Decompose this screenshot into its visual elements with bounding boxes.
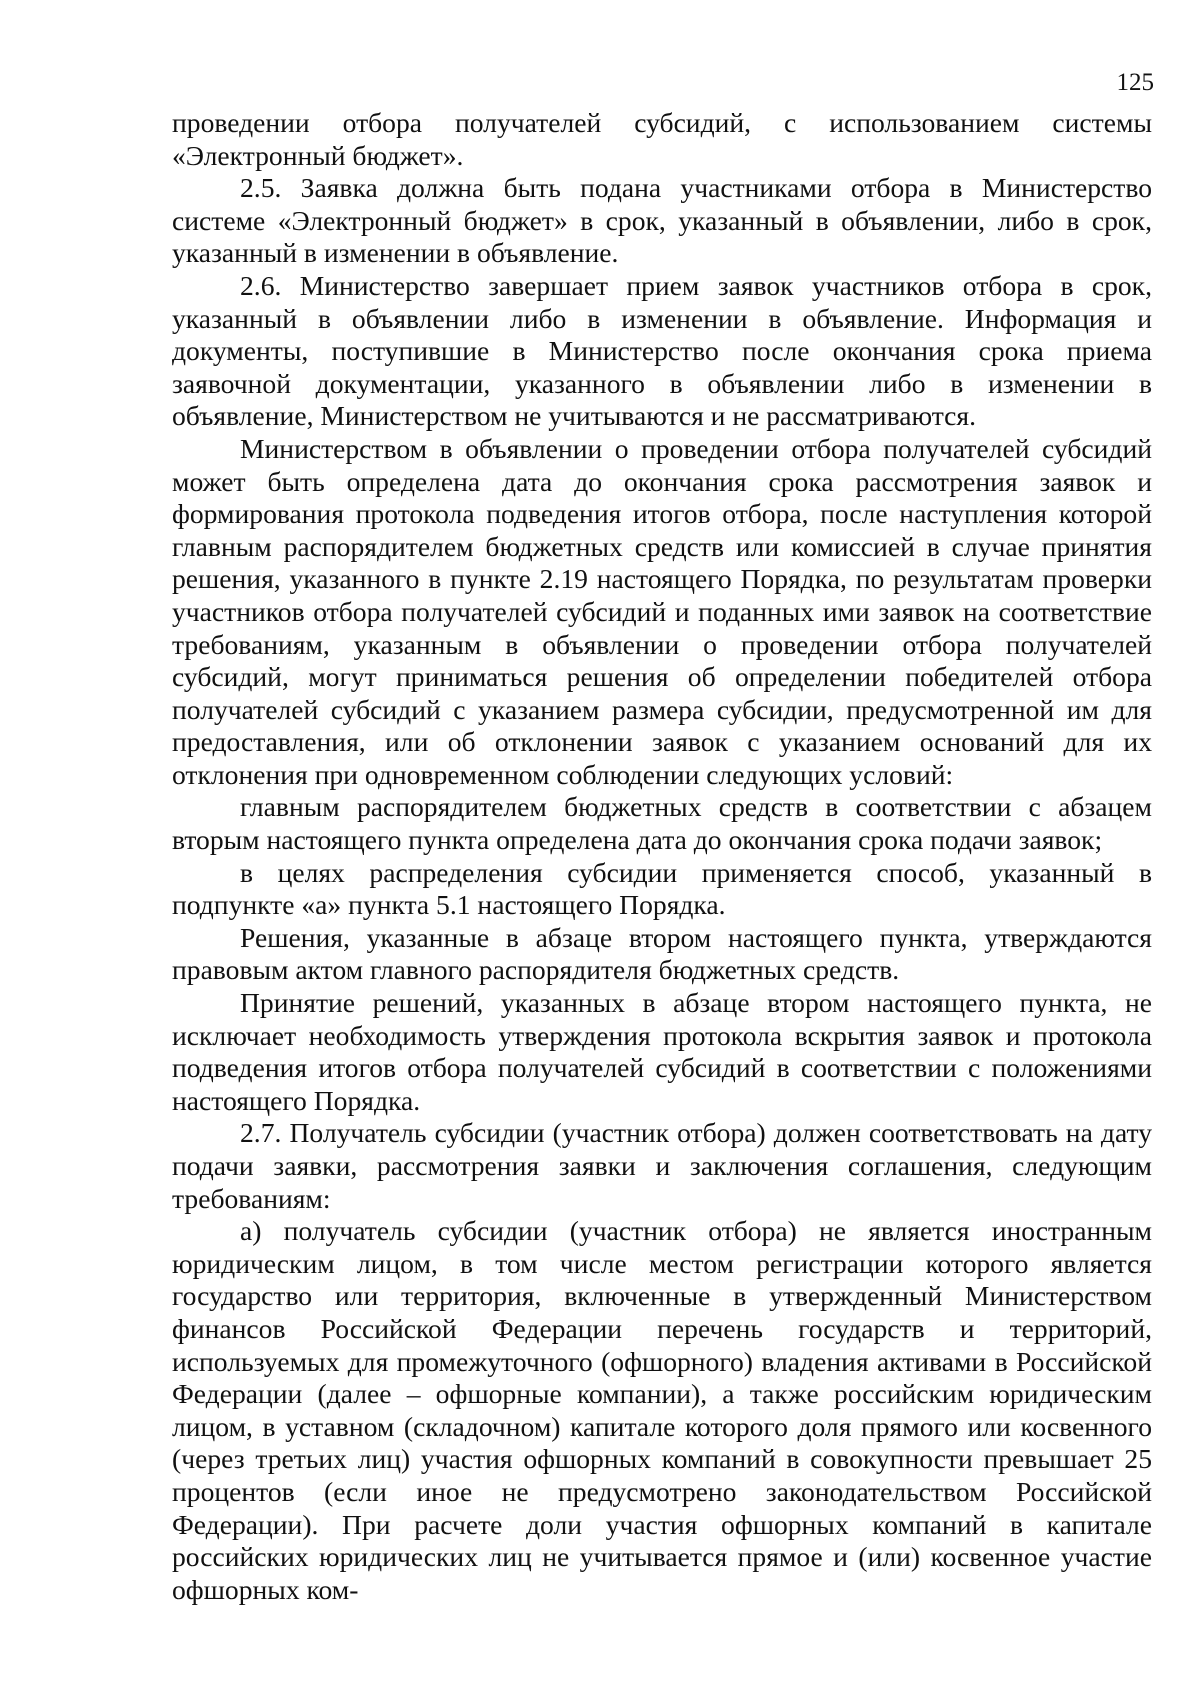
paragraph-continuation: проведении отбора получателей субсидий, с использованием системы «Электронный бюджет».	[172, 107, 1152, 171]
paragraph-2-7-a: а) получатель субсидии (участник отбора) не является иностранным юридическим лицом, в том числе местом регистрации которого является государство или территория, включенные в утвержденный Министерством финансов Российской Федерации перечень государств и территорий, используемых для промежуточного (офшорного) владения активами в Российской Федерации (далее – офшорные компании), а также российским юридическим лицом, в уставном (складочном) капитале которого доля прямого или косвенного (через третьих лиц) участия офшорных компаний в совокупности превышает 25 процентов (если иное не предусмотрено законодательством Российской Федерации). При расчете доли участия офшорных компаний в капитале российских юридических лиц не учитывается прямое и (или) косвенное участие офшорных ком-	[172, 1215, 1152, 1605]
paragraph-condition-2: в целях распределения субсидии применяется способ, указанный в подпункте «а» пункта 5.1 настоящего Порядка.	[172, 856, 1152, 921]
page-number: 125	[1116, 69, 1154, 96]
paragraph-2-5: 2.5. Заявка должна быть подана участниками отбора в Министерство системе «Электронный бюджет» в срок, указанный в объявлении, либо в срок, указанный в изменении в объявление.	[172, 172, 1152, 269]
document-body	[172, 107, 1152, 1606]
paragraph-decisions-approval: Решения, указанные в абзаце втором настоящего пункта, утверждаются правовым актом главного распорядителя бюджетных средств.	[172, 921, 1152, 986]
paragraph-decisions-protocol: Принятие решений, указанных в абзаце втором настоящего пункта, не исключает необходимость утверждения протокола вскрытия заявок и протокола подведения итогов отбора получателей субсидий в соответствии с положениями настоящего Порядка.	[172, 987, 1152, 1116]
paragraph-2-7: 2.7. Получатель субсидии (участник отбора) должен соответствовать на дату подачи заявки, рассмотрения заявки и заключения соглашения, следующим требованиям:	[172, 1117, 1152, 1214]
paragraph-2-6: 2.6. Министерство завершает прием заявок участников отбора в срок, указанный в объявлении либо в изменении в объявление. Информация и документы, поступившие в Министерство после окончания срока приема заявочной документации, указанного в объявлении либо в изменении в объявление, Министерством не учитываются и не рассматриваются.	[172, 269, 1152, 432]
paragraph-decision-date: Министерством в объявлении о проведении отбора получателей субсидий может быть определена дата до окончания срока рассмотрения заявок и формирования протокола подведения итогов отбора, после наступления которой главным распорядителем бюджетных средств или комиссией в случае принятия решения, указанного в пункте 2.19 настоящего Порядка, по результатам проверки участников отбора получателей субсидий и поданных ими заявок на соответствие требованиям, указанным в объявлении о проведении отбора получателей субсидий, могут приниматься решения об определении победителей отбора получателей субсидий с указанием размера субсидии, предусмотренной им для предоставления, или об отклонении заявок с указанием оснований для их отклонения при одновременном соблюдении следующих условий:	[172, 432, 1152, 790]
paragraph-condition-1: главным распорядителем бюджетных средств в соответствии с абзацем вторым настоящего пункта определена дата до окончания срока подачи заявок;	[172, 791, 1152, 856]
